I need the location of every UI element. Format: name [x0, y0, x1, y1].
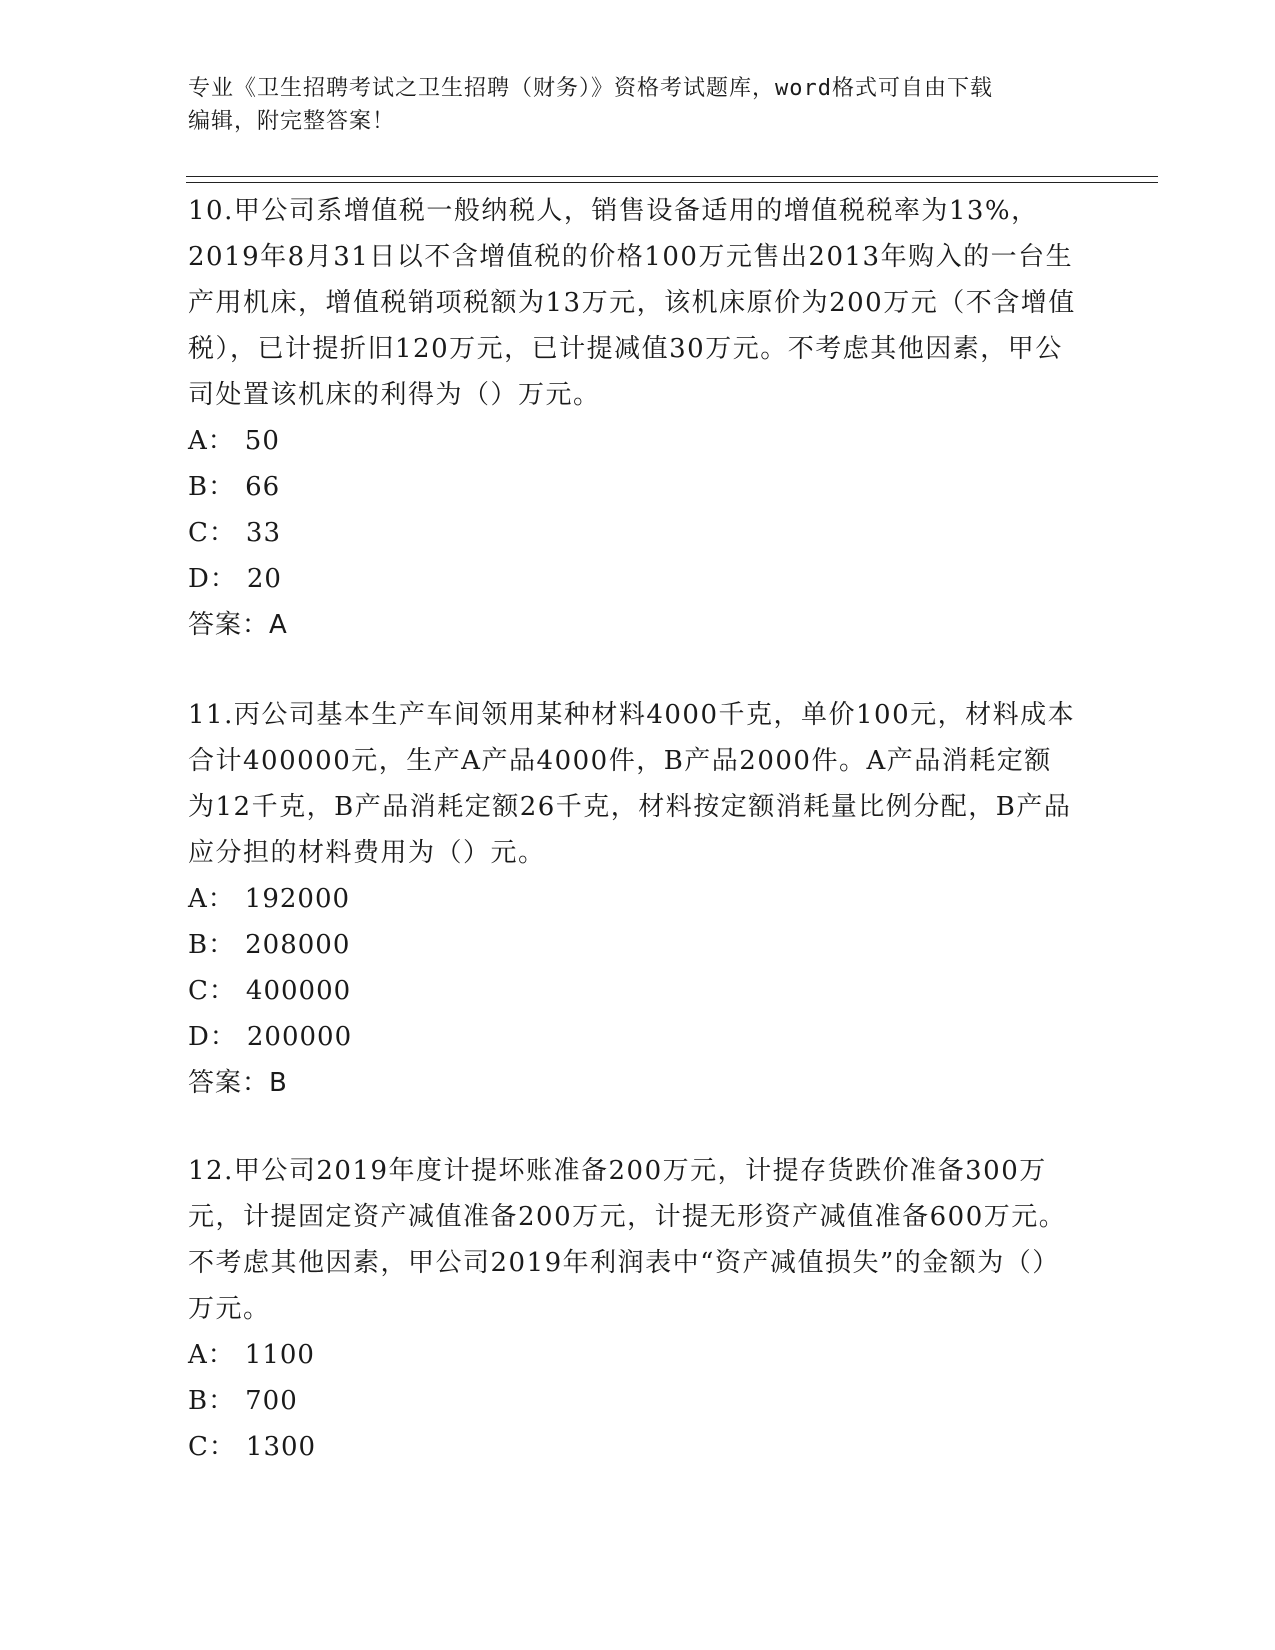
answer-line: 答案：B	[188, 1068, 288, 1098]
question-text: 12.甲公司2019年度计提坏账准备200万元，计提存货跌价准备300万元，计提固定资产减值准备200万元，计提无形资产减值准备600万元。不考虑其他因素，甲公司2019年利润表中“资产减值损失”的金额为（）万元。	[188, 1156, 1067, 1324]
option-b	[188, 464, 1078, 510]
option-label: A：	[188, 884, 235, 914]
question-10	[188, 188, 1078, 648]
option-value: 33	[245, 518, 281, 548]
option-value: 208000	[245, 930, 351, 960]
option-c	[188, 1424, 1078, 1470]
option-label: B：	[188, 930, 236, 960]
option-value: 192000	[244, 884, 351, 914]
option-value: 1300	[245, 1432, 317, 1462]
option-value: 66	[245, 472, 281, 502]
option-a	[188, 1332, 1078, 1378]
option-value: 700	[245, 1386, 298, 1416]
option-d	[188, 1014, 1078, 1060]
option-a	[188, 418, 1078, 464]
option-a	[188, 876, 1078, 922]
question-12	[188, 1148, 1078, 1470]
header-divider-bottom	[186, 182, 1158, 183]
option-label: C：	[188, 1432, 236, 1462]
question-11	[188, 692, 1078, 1106]
option-c	[188, 510, 1078, 556]
option-value: 1100	[244, 1340, 315, 1370]
option-value: 50	[244, 426, 280, 456]
option-label: B：	[188, 1386, 236, 1416]
option-label: D：	[188, 1022, 237, 1052]
option-label: A：	[188, 1340, 235, 1370]
option-value: 20	[246, 564, 282, 594]
option-label: D：	[188, 564, 237, 594]
document-header	[188, 72, 1068, 138]
option-label: B：	[188, 472, 236, 502]
answer-line: 答案：A	[188, 610, 288, 640]
option-b	[188, 922, 1078, 968]
option-d	[188, 556, 1078, 602]
question-text: 10.甲公司系增值税一般纳税人，销售设备适用的增值税税率为13%，2019年8月31日以不含增值税的价格100万元售出2013年购入的一台生产用机床，增值税销项税额为13万元，该机床原价为200万元（不含增值税），已计提折旧120万元，已计提减值30万元。不考虑其他因素，甲公司处置该机床的利得为（）万元。	[188, 196, 1076, 410]
question-text: 11.丙公司基本生产车间领用某种材料4000千克，单价100元，材料成本合计400000元，生产A产品4000件，B产品2000件。A产品消耗定额为12千克，B产品消耗定额26千克，材料按定额消耗量比例分配，B产品应分担的材料费用为（）元。	[188, 700, 1076, 868]
option-c	[188, 968, 1078, 1014]
option-value: 400000	[245, 976, 352, 1006]
option-label: C：	[188, 518, 236, 548]
option-label: C：	[188, 976, 236, 1006]
header-divider-top	[186, 176, 1158, 177]
header-line-2: 编辑，附完整答案！	[188, 109, 396, 134]
option-b	[188, 1378, 1078, 1424]
header-line-1: 专业《卫生招聘考试之卫生招聘（财务）》资格考试题库，word格式可自由下载	[188, 76, 993, 101]
option-value: 200000	[246, 1022, 353, 1052]
option-label: A：	[188, 426, 235, 456]
